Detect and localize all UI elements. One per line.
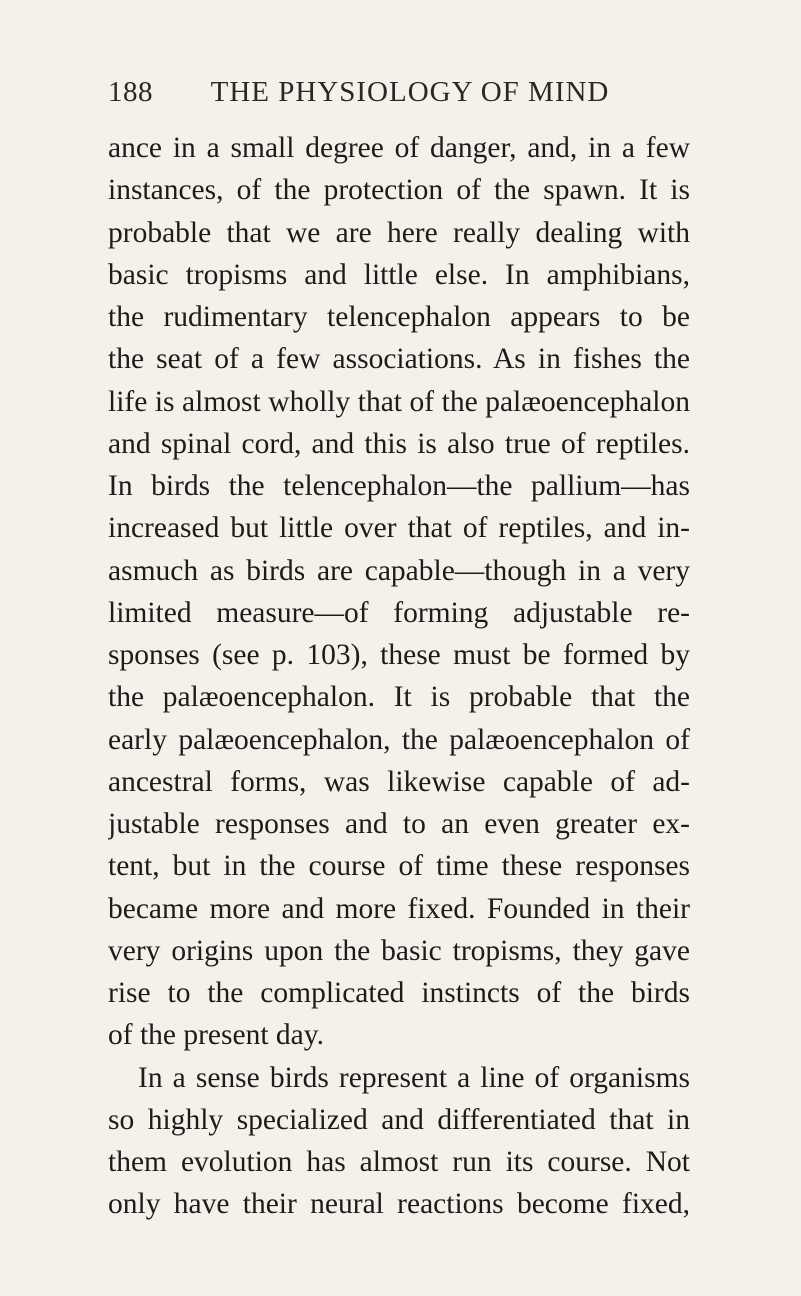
text-line: rise to the complicated instincts of the birds [108,977,690,1009]
text-line: tent, but in the course of time these responses [108,850,690,883]
running-title: THE PHYSIOLOGY OF MIND [210,76,610,108]
text-line: sponses (see p. 103), these must be formed by [108,639,690,671]
text-line: life is almost wholly that of the palæoencephalon [108,385,690,418]
paragraph-end-line: of the present day. [108,1019,324,1052]
text-line: very origins upon the basic tropisms, they gave [108,934,690,967]
text-line: so highly specialized and differentiated that in [108,1103,690,1136]
text-line: asmuch as birds are capable—though in a very [108,554,690,587]
text-line: only have their neural reactions become fixed, [108,1188,690,1221]
text-line: became more and more fixed. Founded in their [108,892,690,925]
text-line: justable responses and to an even greater ex- [108,808,690,840]
text-line: ance in a small degree of danger, and, in a few [108,132,690,164]
page-number: 188 [108,76,153,108]
text-line: basic tropisms and little else. In amphibians, [108,258,690,291]
text-line: ancestral forms, was likewise capable of ad- [108,765,690,798]
paragraph-start-line: In a sense birds represent a line of organisms [138,1061,690,1094]
text-line: the rudimentary telencephalon appears to be [108,301,690,333]
running-head [108,72,690,112]
text-line: limited measure—of forming adjustable re- [108,596,690,629]
text-line: the palæoencephalon. It is probable that the [108,681,690,714]
text-line: probable that we are here really dealing with [108,216,690,249]
text-line: increased but little over that of reptiles, and in- [108,512,690,545]
body-text [108,127,690,1226]
text-line: early palæoencephalon, the palæoencephalon of [108,723,690,756]
text-line: them evolution has almost run its course. Not [108,1146,690,1178]
text-line: instances, of the protection of the spawn. It is [108,174,690,207]
text-line: the seat of a few associations. As in fishes the [108,343,690,376]
text-line: and spinal cord, and this is also true of reptiles. [108,427,690,460]
text-line: In birds the telencephalon—the pallium—has [108,470,690,502]
